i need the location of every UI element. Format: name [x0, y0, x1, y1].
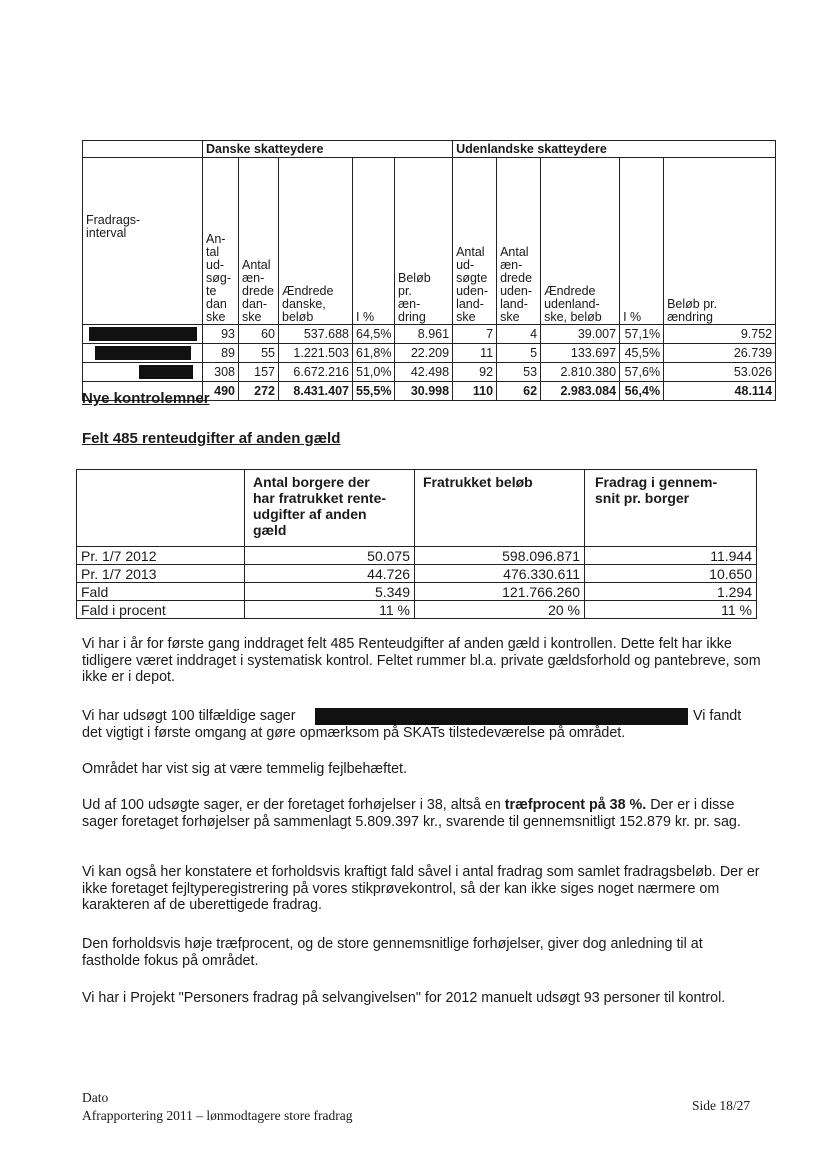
- table-row: [77, 565, 757, 583]
- cell: 92: [453, 363, 497, 382]
- table-row: [83, 363, 776, 382]
- cell: 61,8%: [353, 344, 395, 363]
- column-header: Antal æn- drede dan- ske: [239, 158, 279, 325]
- cell: 11 %: [245, 601, 415, 619]
- cell: 598.096.871: [415, 547, 585, 565]
- cell: 11 %: [585, 601, 757, 619]
- cell: 42.498: [395, 363, 453, 382]
- paragraph: Området har vist sig at være temmelig fejlbehæftet.: [82, 761, 407, 777]
- paragraph: Vi har i år for første gang inddraget felt 485 Renteudgifter af anden gæld i kontrollen. Dette felt har ikke tidligere været inddraget i systematisk kontrol. Feltet rummer bl.a. private gældsforhold og pantebreve, som ikke er i depot.: [82, 636, 761, 685]
- cell: 537.688: [279, 325, 353, 344]
- cell: 53.026: [664, 363, 776, 382]
- table-row: [83, 325, 776, 344]
- total-cell: 30.998: [395, 382, 453, 401]
- redaction-bar: [315, 708, 688, 725]
- column-header: I %: [620, 158, 664, 325]
- total-cell: 55,5%: [353, 382, 395, 401]
- paragraph: Den forholdsvis høje træfprocent, og de store gennemsnitlige forhøjelser, giver dog anledning til at fastholde fokus på området.: [82, 936, 703, 969]
- cell: 45,5%: [620, 344, 664, 363]
- paragraph-redacted: Vi har udsøgt 100 tilfældige sager Vi fandt: [82, 708, 742, 724]
- cell: 10.650: [585, 565, 757, 583]
- cell: 55: [239, 344, 279, 363]
- cell: 133.697: [541, 344, 620, 363]
- cell: 7: [453, 325, 497, 344]
- column-header: Ændrede udenland- ske, beløb: [541, 158, 620, 325]
- total-cell: 490: [203, 382, 239, 401]
- cell: 89: [203, 344, 239, 363]
- total-cell: 8.431.407: [279, 382, 353, 401]
- total-cell: 2.983.084: [541, 382, 620, 401]
- cell: 308: [203, 363, 239, 382]
- column-header: Beløb pr. ændring: [664, 158, 776, 325]
- row-label: Pr. 1/7 2012: [77, 547, 245, 565]
- group-danish-taxpayers: Danske skatteydere: [203, 141, 453, 158]
- cell: 121.766.260: [415, 583, 585, 601]
- cell: 5.349: [245, 583, 415, 601]
- group-foreign-taxpayers: Udenlandske skatteydere: [453, 141, 776, 158]
- row-label: Pr. 1/7 2013: [77, 565, 245, 583]
- redacted-interval: [83, 325, 203, 344]
- footer-report-title: Afrapportering 2011 – lønmodtagere store fradrag: [82, 1108, 353, 1123]
- column-header: Antal ud- søgte uden- land- ske: [453, 158, 497, 325]
- cell: 11.944: [585, 547, 757, 565]
- cell: 2.810.380: [541, 363, 620, 382]
- cell: 8.961: [395, 325, 453, 344]
- column-header: Beløb pr. æn- dring: [395, 158, 453, 325]
- cell: 11: [453, 344, 497, 363]
- total-cell: 56,4%: [620, 382, 664, 401]
- footer-date-label: Dato: [82, 1090, 109, 1105]
- cell: 57,1%: [620, 325, 664, 344]
- cell: 1.221.503: [279, 344, 353, 363]
- subsection-heading: Felt 485 renteudgifter af anden gæld: [82, 430, 341, 447]
- cell: 4: [497, 325, 541, 344]
- cell: 20 %: [415, 601, 585, 619]
- row-label: Fald i procent: [77, 601, 245, 619]
- total-cell: 110: [453, 382, 497, 401]
- cell: 476.330.611: [415, 565, 585, 583]
- column-header: Fradrag i gennem- snit pr. borger: [585, 470, 757, 547]
- cell: 26.739: [664, 344, 776, 363]
- column-header: Antal borgere der har fratrukket rente- udgifter af anden gæld: [245, 470, 415, 547]
- paragraph: det vigtigt i første omgang at gøre opmærksom på SKATs tilstedeværelse på området.: [82, 725, 626, 741]
- row-label: Fald: [77, 583, 245, 601]
- section-heading: Nye kontrolemner: [82, 390, 210, 407]
- cell: 5: [497, 344, 541, 363]
- table-row: [83, 344, 776, 363]
- fradrag-statistics-table: [82, 140, 776, 401]
- table-header-row: [83, 158, 776, 325]
- paragraph: Vi har i Projekt "Personers fradrag på selvangivelsen" for 2012 manuelt udsøgt 93 personer til kontrol.: [82, 990, 726, 1006]
- cell: 50.075: [245, 547, 415, 565]
- cell: 51,0%: [353, 363, 395, 382]
- cell: 57,6%: [620, 363, 664, 382]
- interval-header: Fradrags- interval: [83, 158, 203, 325]
- table-row: [77, 547, 757, 565]
- cell: 44.726: [245, 565, 415, 583]
- table-header-row: [77, 470, 757, 547]
- redacted-interval: [83, 363, 203, 382]
- total-cell: 272: [239, 382, 279, 401]
- column-header: Antal æn- drede uden- land- ske: [497, 158, 541, 325]
- paragraph: Vi kan også her konstatere et forholdsvis kraftigt fald såvel i antal fradrag som samlet fradragsbeløb. Der er ikke foretaget fejltyperegistrering på vores stikprøvekontrol, så der kan ikke siges noget nærmere om karakteren af de uberettigede fradrag.: [82, 864, 760, 913]
- cell: 53: [497, 363, 541, 382]
- paragraph: Ud af 100 udsøgte sager, er der foretaget forhøjelser i 38, altså en træfprocent på 38 %. Der er i disse sager foretaget forhøjelser på sammenlagt 5.809.397 kr., svarende til gennemsnitligt 152.879 kr. pr. sag.: [82, 797, 741, 830]
- redacted-interval: [83, 344, 203, 363]
- felt-485-table: [76, 469, 757, 619]
- table-row: [77, 601, 757, 619]
- column-header: Ændrede danske, beløb: [279, 158, 353, 325]
- cell: 157: [239, 363, 279, 382]
- cell: 9.752: [664, 325, 776, 344]
- cell: 39.007: [541, 325, 620, 344]
- cell: 64,5%: [353, 325, 395, 344]
- cell: 60: [239, 325, 279, 344]
- table-row: [77, 583, 757, 601]
- column-header: Fratrukket beløb: [415, 470, 585, 547]
- cell: 22.209: [395, 344, 453, 363]
- column-header: I %: [353, 158, 395, 325]
- cell: 1.294: [585, 583, 757, 601]
- total-cell: 62: [497, 382, 541, 401]
- footer-page-number: Side 18/27: [692, 1098, 751, 1113]
- column-header: An- tal ud- søg- te dan ske: [203, 158, 239, 325]
- cell: 6.672.216: [279, 363, 353, 382]
- total-cell: 48.114: [664, 382, 776, 401]
- cell: 93: [203, 325, 239, 344]
